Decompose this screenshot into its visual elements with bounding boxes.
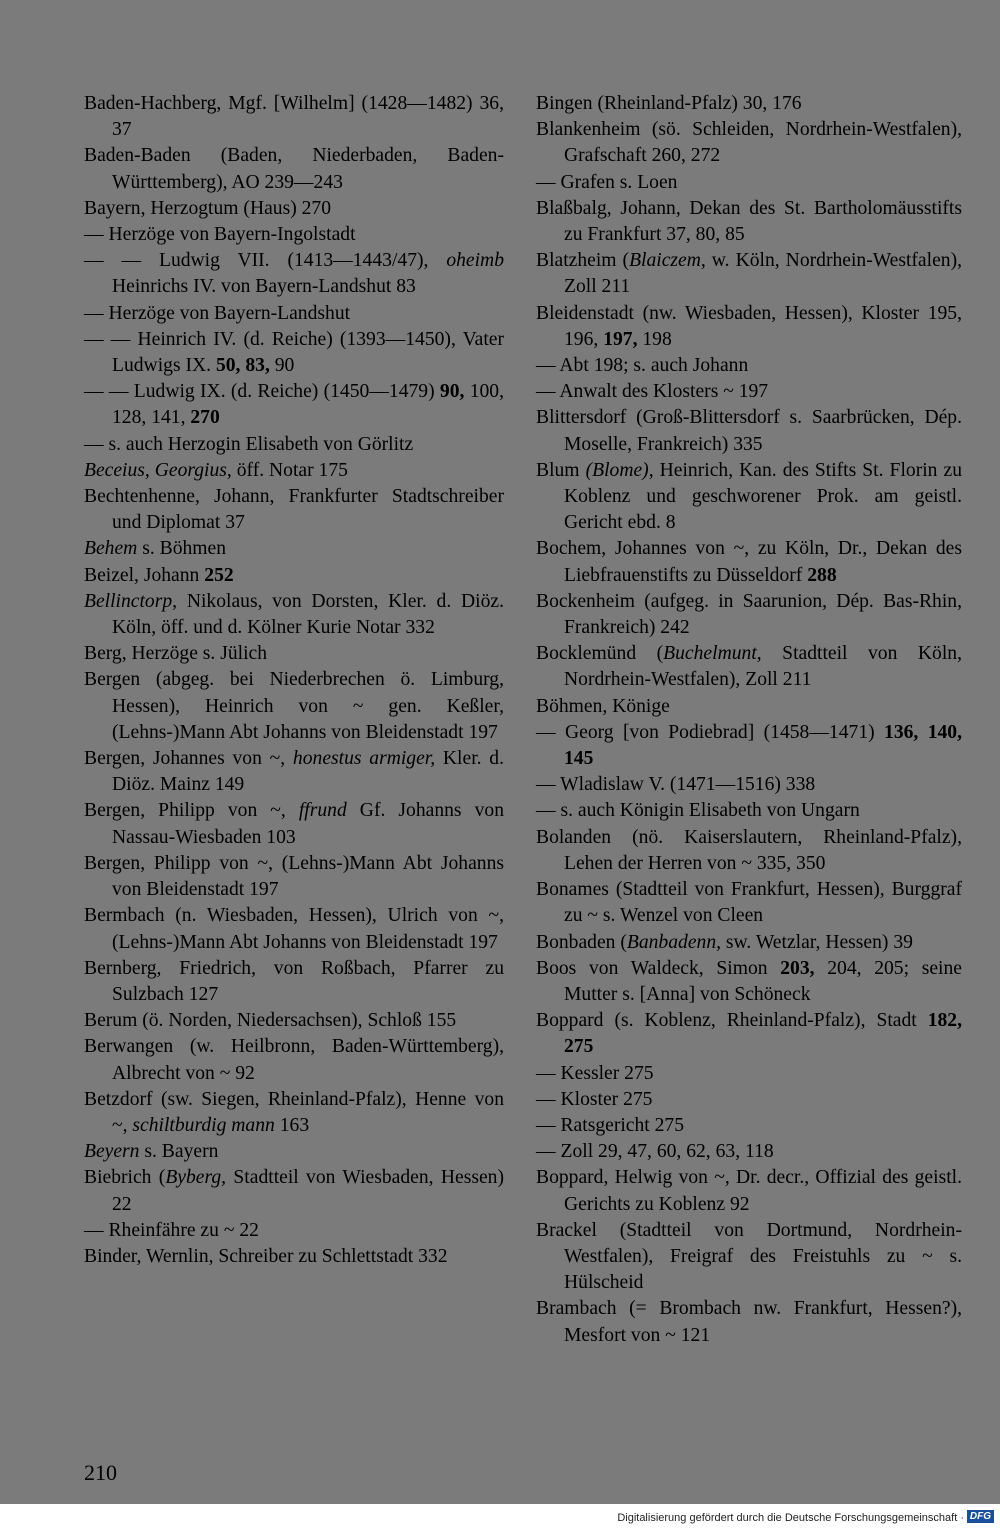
index-entry-bold: 90, xyxy=(439,381,465,403)
index-entry-italic: Blaiczem, xyxy=(629,250,706,272)
index-entry-text: Betzdorf (sw. Siegen, Rheinland-Pfalz), Henne von ~, xyxy=(84,1088,504,1136)
index-entry-italic: Banbadenn, xyxy=(626,931,722,953)
index-entry-text: s. Böhmen xyxy=(137,538,227,560)
index-entry-bold: 50, 83, xyxy=(215,355,270,377)
index-entry xyxy=(84,746,504,798)
index-column-left xyxy=(84,91,504,1270)
index-entry-text: Blatzheim ( xyxy=(536,250,630,272)
index-entry xyxy=(84,536,504,562)
index-entry-text: Brambach (= Brombach nw. Frankfurt, Hessen?), Mesfort von ~ 121 xyxy=(536,1298,962,1346)
index-entry-text: Heinrich, Kan. des Stifts St. Florin zu Koblenz und geschworener Prok. am geistl. Gericht ebd. 8 xyxy=(564,459,962,534)
index-entry-italic: Byberg, xyxy=(165,1167,227,1189)
index-entry-text: Stadtteil von Köln, Nordrhein-Westfalen), Zoll 211 xyxy=(564,643,962,691)
index-entry-text: 100, 128, 141, xyxy=(112,381,505,429)
index-column-right xyxy=(536,91,962,1349)
index-entry xyxy=(536,353,962,379)
index-entry-text: Stadtteil von Wiesbaden, Hessen) 22 xyxy=(112,1167,504,1215)
index-entry-text: Kler. d. Diöz. Mainz 149 xyxy=(112,748,505,796)
index-entry-text: sw. Wetzlar, Hessen) 39 xyxy=(721,931,913,953)
index-entry xyxy=(84,851,504,903)
index-entry xyxy=(84,379,504,431)
index-entry-text: Bonbaden ( xyxy=(536,931,627,953)
index-entry-italic: Behem xyxy=(84,538,138,560)
index-entry-text: Gf. Johanns von Nassau-Wiesbaden 103 xyxy=(112,800,504,848)
index-entry-text: — Anwalt des Klosters ~ 197 xyxy=(536,381,769,403)
index-entry-text: — s. auch Herzogin Elisabeth von Görlitz xyxy=(84,433,414,455)
index-entry-italic: schiltburdig mann xyxy=(132,1114,275,1136)
index-entry xyxy=(536,1139,962,1165)
index-entry xyxy=(536,1296,962,1348)
index-entry-text: Nikolaus, von Dorsten, Kler. d. Diöz. Köln, öff. und d. Kölner Kurie Notar 332 xyxy=(112,590,504,639)
index-entry xyxy=(84,1165,504,1217)
index-entry-italic: Beceius, Georgius, xyxy=(84,459,232,481)
index-entry xyxy=(536,196,962,248)
index-entry-bold: 182, 275 xyxy=(564,1010,962,1058)
index-entry-text: Bergen (abgeg. bei Niederbrechen ö. Limburg, Hessen), Heinrich von ~ gen. Keßler, (Lehns-)Mann Abt Johanns von Bleidenstadt 197 xyxy=(84,669,504,743)
index-entry-text: Biebrich ( xyxy=(84,1167,166,1189)
page-number: 210 xyxy=(84,1460,117,1485)
index-entry xyxy=(536,589,962,641)
index-entry xyxy=(536,536,962,588)
index-entry xyxy=(84,248,504,300)
index-entry xyxy=(84,956,504,1008)
index-entry-text: Bochem, Johannes von ~, zu Köln, Dr., Dekan des Liebfrauenstifts zu Düsseldorf xyxy=(536,538,962,586)
index-entry-text: — Ratsgericht 275 xyxy=(536,1114,685,1136)
index-entry-text: — s. auch Königin Elisabeth von Ungarn xyxy=(536,800,860,822)
index-entry xyxy=(84,589,504,641)
index-entry-text: öff. Notar 175 xyxy=(231,459,348,481)
index-entry xyxy=(84,458,504,484)
index-entry-text: 204, 205; seine Mutter s. [Anna] von Schöneck xyxy=(564,957,962,1005)
index-entry xyxy=(84,641,504,667)
index-entry-text: Berum (ö. Norden, Niedersachsen), Schloß 155 xyxy=(84,1010,457,1032)
index-entry-text: Boppard, Helwig von ~, Dr. decr., Offizial des geistl. Gerichts zu Koblenz 92 xyxy=(536,1167,962,1215)
index-entry xyxy=(84,1244,504,1270)
index-entry xyxy=(536,458,962,537)
index-entry xyxy=(536,641,962,693)
index-entry-text: — Kloster 275 xyxy=(536,1088,653,1110)
index-entry-text: Blum xyxy=(536,459,586,481)
index-entry xyxy=(84,196,504,222)
index-entry xyxy=(84,1008,504,1034)
index-entry xyxy=(84,563,504,589)
index-entry-italic: ffrund xyxy=(298,800,347,822)
index-entry xyxy=(536,772,962,798)
index-entry-text: — Herzöge von Bayern-Ingolstadt xyxy=(84,224,356,246)
index-entry xyxy=(536,379,962,405)
index-entry xyxy=(84,903,504,955)
dfg-logo: DFG xyxy=(967,1510,994,1523)
index-entry-text: — Rheinfähre zu ~ 22 xyxy=(84,1219,259,1241)
index-entry-text: Boos von Waldeck, Simon xyxy=(536,957,781,979)
index-entry-text: 198 xyxy=(637,328,672,350)
index-entry xyxy=(536,1061,962,1087)
index-entry xyxy=(536,1087,962,1113)
index-entry-text: 163 xyxy=(274,1114,310,1136)
index-entry xyxy=(536,248,962,300)
index-entry-text: Bingen (Rheinland-Pfalz) 30, 176 xyxy=(536,93,802,114)
index-entry xyxy=(536,1008,962,1060)
index-entry xyxy=(536,694,962,720)
index-entry-text: w. Köln, Nordrhein-Westfalen), Zoll 211 xyxy=(564,250,962,298)
index-entry xyxy=(84,1034,504,1086)
index-entry-text: — Abt 198; s. auch Johann xyxy=(536,355,749,377)
index-entry-text: Bergen, Johannes von ~, xyxy=(84,748,293,770)
index-entry-text: Bockenheim (aufgeg. in Saarunion, Dép. Bas-Rhin, Frankreich) 242 xyxy=(536,590,962,639)
index-entry-text: — Kessler 275 xyxy=(536,1062,654,1084)
index-entry-italic: Buchelmunt, xyxy=(663,643,762,665)
index-entry-text: — Georg [von Podiebrad] (1458—1471) xyxy=(536,721,885,743)
index-entry-bold: 252 xyxy=(204,564,234,586)
index-entry xyxy=(84,484,504,536)
index-entry xyxy=(536,1165,962,1217)
index-entry-text: Böhmen, Könige xyxy=(536,695,670,717)
index-entry-text: Blittersdorf (Groß-Blittersdorf s. Saarbrücken, Dép. Moselle, Frankreich) 335 xyxy=(536,407,962,455)
index-entry xyxy=(84,1139,504,1165)
index-entry-text: 90 xyxy=(269,355,295,377)
index-entry-bold: 136, 140, 145 xyxy=(564,721,962,770)
index-entry-text: — Grafen s. Loen xyxy=(536,171,678,193)
index-entry-text: Bleidenstadt (nw. Wiesbaden, Hessen), Kloster 195, 196, xyxy=(536,302,962,350)
index-entry-bold: 203, xyxy=(780,957,815,979)
index-entry xyxy=(536,720,962,772)
index-entry-text: Bayern, Herzogtum (Haus) 270 xyxy=(84,197,332,219)
index-entry xyxy=(536,1218,962,1297)
index-entry-text: — — Heinrich IV. (d. Reiche) (1393—1450), Vater Ludwigs IX. xyxy=(84,328,504,377)
index-entry xyxy=(536,798,962,824)
index-entry-italic: Beyern xyxy=(84,1141,140,1163)
index-entry xyxy=(536,1113,962,1139)
index-entry-text: Berwangen (w. Heilbronn, Baden-Württemberg), Albrecht von ~ 92 xyxy=(84,1036,504,1084)
index-entry-text: Baden-Baden (Baden, Niederbaden, Baden-Württemberg), AO 239—243 xyxy=(84,145,504,193)
index-entry-text: Bechtenhenne, Johann, Frankfurter Stadtschreiber und Diplomat 37 xyxy=(84,486,504,534)
index-entry xyxy=(536,301,962,353)
index-entry-text: Bergen, Philipp von ~, xyxy=(84,800,299,822)
index-entry-text: Bermbach (n. Wiesbaden, Hessen), Ulrich von ~, (Lehns-)Mann Abt Johanns von Bleidenstadt 197 xyxy=(84,905,504,953)
index-entry-text: — — Ludwig IX. (d. Reiche) (1450—1479) xyxy=(84,381,440,403)
index-entry-text: Binder, Wernlin, Schreiber zu Schlettstadt 332 xyxy=(84,1245,448,1267)
index-entry xyxy=(536,930,962,956)
index-entry-text: Beizel, Johann xyxy=(84,564,205,586)
index-entry xyxy=(536,877,962,929)
index-entry xyxy=(536,405,962,457)
index-entry-bold: 270 xyxy=(190,407,220,429)
index-entry-italic: oheimb xyxy=(446,250,504,272)
index-entry-italic: Bellinctorp, xyxy=(84,590,178,612)
index-entry xyxy=(536,956,962,1008)
index-entry xyxy=(84,432,504,458)
index-entry-text: Bernberg, Friedrich, von Roßbach, Pfarrer zu Sulzbach 127 xyxy=(84,957,504,1005)
index-entry-text: — Zoll 29, 47, 60, 62, 63, 118 xyxy=(536,1141,774,1163)
index-entry-text: Bonames (Stadtteil von Frankfurt, Hessen), Burggraf zu ~ s. Wenzel von Cleen xyxy=(536,879,962,927)
index-entry xyxy=(84,91,504,143)
index-entry-text: Berg, Herzöge s. Jülich xyxy=(84,643,268,665)
index-entry-text: Heinrichs IV. von Bayern-Landshut 83 xyxy=(112,276,416,298)
index-entry xyxy=(84,222,504,248)
index-entry xyxy=(84,143,504,195)
index-entry-bold: 288 xyxy=(807,564,837,586)
index-entry-bold: 197, xyxy=(603,328,638,350)
index-entry-text: s. Bayern xyxy=(139,1141,219,1163)
index-entry xyxy=(84,327,504,379)
index-entry-text: — Wladislaw V. (1471—1516) 338 xyxy=(536,774,816,796)
index-entry xyxy=(84,1087,504,1139)
index-entry-text: Bergen, Philipp von ~, (Lehns-)Mann Abt Johanns von Bleidenstadt 197 xyxy=(84,852,504,901)
index-entry-italic: honestus armiger, xyxy=(292,748,436,770)
index-entry-text: Boppard (s. Koblenz, Rheinland-Pfalz), Stadt xyxy=(536,1010,928,1032)
index-entry-text: Bolanden (nö. Kaiserslautern, Rheinland-Pfalz), Lehen der Herren von ~ 335, 350 xyxy=(536,826,962,874)
index-entry-text: Bocklemünd ( xyxy=(536,643,664,665)
index-entry-text: Blankenheim (sö. Schleiden, Nordrhein-Westfalen), Grafschaft 260, 272 xyxy=(536,119,962,167)
index-entry-text: — Herzöge von Bayern-Landshut xyxy=(84,302,351,324)
index-entry xyxy=(536,91,962,117)
index-entry-text: Baden-Hachberg, Mgf. [Wilhelm] (1428—1482) 36, 37 xyxy=(84,93,504,141)
index-entry xyxy=(84,1218,504,1244)
index-entry xyxy=(536,170,962,196)
index-entry-text: Blaßbalg, Johann, Dekan des St. Bartholomäusstifts zu Frankfurt 37, 80, 85 xyxy=(536,197,962,246)
index-entry xyxy=(536,825,962,877)
index-entry xyxy=(536,117,962,169)
index-entry xyxy=(84,667,504,746)
index-entry-italic: (Blome), xyxy=(585,459,654,481)
index-entry-text: Brackel (Stadtteil von Dortmund, Nordrhein-Westfalen), Freigraf des Freistuhls zu ~ s. Hülscheid xyxy=(536,1219,962,1294)
index-entry xyxy=(84,798,504,850)
index-entry-text: — — Ludwig VII. (1413—1443/47), xyxy=(84,250,447,272)
footer-bar xyxy=(0,1504,1000,1532)
footer-credit: Digitalisierung gefördert durch die Deutsche Forschungsgemeinschaft · xyxy=(617,1512,964,1524)
index-entry xyxy=(84,301,504,327)
